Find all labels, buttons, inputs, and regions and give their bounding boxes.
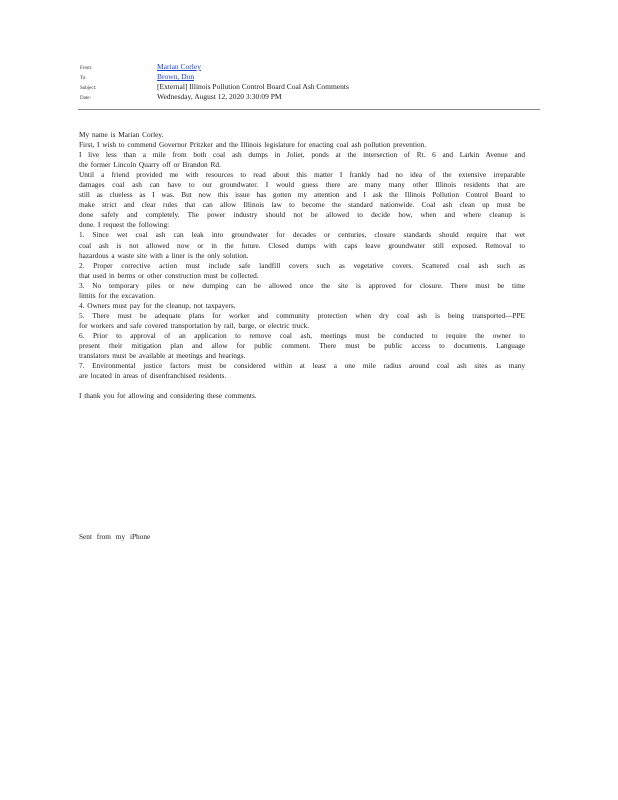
closing-line: I thank you for allowing and considering these comments. (79, 391, 257, 401)
header-divider (78, 109, 540, 110)
from-link[interactable]: Marian Corley (157, 62, 201, 71)
subject-label: Subject: (80, 86, 97, 91)
date-label: Date: (80, 96, 91, 101)
email-body (79, 130, 525, 401)
body-line: limits for the excavation. (79, 290, 155, 300)
body-line: damages coal ash can have to our groundwater. I would guess there are many many other Illinois residents that are (79, 180, 525, 190)
body-line: hazardous a waste site with a liner is the only solution. (79, 250, 249, 260)
body-line: make strict and clear rules that can allow Illinois law to become the standard nationwide. Coal ash clean up must be (79, 200, 525, 210)
body-line: done safely and completely. The power industry should not be allowed to decide how, when and where cleanup is (79, 210, 525, 220)
date-row (80, 92, 540, 102)
to-row (80, 72, 540, 82)
subject-value: [External] Illinois Pollution Control Board Coal Ash Comments (157, 82, 349, 91)
body-line: I live less than a mile from both coal ash dumps in Joliet, ponds at the intersection of Rt. 6 and Larkin Avenue and (79, 150, 525, 160)
email-header (80, 62, 540, 102)
body-line: 7. Environmental justice factors must be considered within at least a one mile radius around coal ash sites as many (79, 361, 525, 371)
body-line: 6. Prior to approval of an application to remove coal ash, meetings must be conducted to require the owner to (79, 330, 525, 340)
subject-row (80, 82, 540, 92)
body-line: 5. There must be adequate plans for worker and community protection when dry coal ash is being transported—PPE (79, 310, 525, 320)
body-line: the former Lincoln Quarry off or Brandon Rd. (79, 160, 221, 170)
body-line: First, I wish to commend Governor Pritzker and the Illinois legislature for enacting coal ash pollution prevention. (79, 140, 427, 150)
to-label: To: (80, 76, 87, 81)
body-line: 3. No temporary piles or new dumping can be allowed once the site is approved for closure. There must be time (79, 280, 525, 290)
body-line: present their mitigation plan and allow for public comment. There must be public access to documents. Language (79, 340, 525, 350)
body-line: 4. Owners must pay for the cleanup, not taxpayers. (79, 300, 236, 310)
date-value: Wednesday, August 12, 2020 3:30:09 PM (157, 92, 282, 101)
to-link[interactable]: Brown, Don (157, 72, 195, 81)
body-line: 2. Proper corrective action must include safe landfill covers such as vegetative covers. Scattered coal ash such as (79, 260, 525, 270)
signature: Sent from my iPhone (79, 532, 151, 541)
body-line: translators must be available at meetings and hearings. (79, 351, 246, 361)
from-row (80, 62, 540, 72)
body-line: coal ash is not allowed now or in the future. Closed dumps with caps leave groundwater still exposed. Removal to (79, 240, 525, 250)
paragraph-gap (79, 381, 525, 391)
body-line: are located in areas of disenfranchised residents. (79, 371, 227, 381)
body-line: still as clueless as I was. But now this issue has gotten my attention and I ask the Illinois Pollution Control Board to (79, 190, 525, 200)
body-line: that used in berms or other construction must be collected. (79, 270, 259, 280)
body-line: Until a friend provided me with resources to read about this matter I frankly had no idea of the extensive irreparable (79, 170, 525, 180)
body-line: My name is Marian Corley. (79, 130, 164, 139)
body-line: for workers and safe covered transportation by rail, barge, or electric truck. (79, 320, 310, 330)
body-line: 1. Since wet coal ash can leak into groundwater for decades or centuries, closure standards should require that wet (79, 230, 525, 240)
from-label: From: (80, 66, 93, 71)
body-line: done. I request the following: (79, 220, 170, 230)
